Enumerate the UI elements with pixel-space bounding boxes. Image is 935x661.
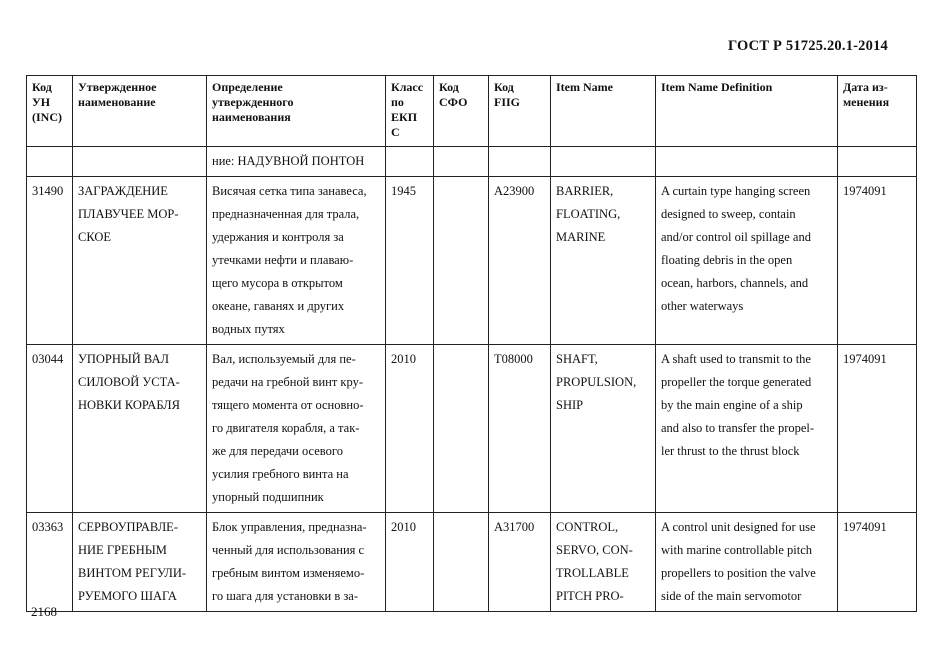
col-header-item-name: Item Name: [551, 76, 656, 147]
catalog-table: [26, 75, 917, 612]
col-header-sfo-code: Код СФО: [434, 76, 489, 147]
table-cell-fiig-code: A31700: [489, 513, 551, 612]
table-cell-item-definition: A curtain type hanging screen designed to sweep, contain and/or control oil spillage and floating debris in the open ocean, harbors, channels, and other waterways: [656, 177, 838, 345]
table-cell-definition: Блок управления, предназна- ченный для использования с гребным винтом изменяемо- го шага для установки в за-: [207, 513, 386, 612]
table-cell: ние: НАДУВНОЙ ПОНТОН: [207, 147, 386, 177]
table-cell-change-date: 1974091: [838, 177, 917, 345]
table-cell-item-definition: A control unit designed for use with marine controllable pitch propellers to position the valve side of the main servomotor: [656, 513, 838, 612]
table-cell: [656, 147, 838, 177]
table-cell: [27, 147, 73, 177]
table-row: [27, 513, 917, 612]
col-header-change-date: Дата из- менения: [838, 76, 917, 147]
table-cell-sfo-code: [434, 345, 489, 513]
table-cell: [489, 147, 551, 177]
table-cell-change-date: 1974091: [838, 513, 917, 612]
table-cell-definition: Висячая сетка типа занавеса, предназначенная для трала, удержания и контроля за утечками нефти и плаваю- щего мусора в открытом океане, гаванях и других водных путях: [207, 177, 386, 345]
table-cell-item-definition: A shaft used to transmit to the propeller the torque generated by the main engine of a ship and also to transfer the propel- ler thrust to the thrust block: [656, 345, 838, 513]
table-cell: [386, 147, 434, 177]
table-cell-approved-name: УПОРНЫЙ ВАЛ СИЛОВОЙ УСТА- НОВКИ КОРАБЛЯ: [73, 345, 207, 513]
col-header-fiig-code: Код FIIG: [489, 76, 551, 147]
table-cell-approved-name: СЕРВОУПРАВЛЕ- НИЕ ГРЕБНЫМ ВИНТОМ РЕГУЛИ- РУЕМОГО ШАГА: [73, 513, 207, 612]
page-number: 2168: [31, 604, 57, 619]
table-header-row: [27, 76, 917, 147]
table-cell-inc: 03363: [27, 513, 73, 612]
table-cell-inc: 03044: [27, 345, 73, 513]
table-cell-item-name: BARRIER, FLOATING, MARINE: [551, 177, 656, 345]
table-cell-class: 2010: [386, 345, 434, 513]
table-cell: [73, 147, 207, 177]
col-header-definition: Определение утвержденного наименования: [207, 76, 386, 147]
col-header-inc: Код УН (INC): [27, 76, 73, 147]
table-cell-fiig-code: T08000: [489, 345, 551, 513]
table-cell-item-name: CONTROL, SERVO, CON- TROLLABLE PITCH PRO-: [551, 513, 656, 612]
table-cell-class: 1945: [386, 177, 434, 345]
col-header-item-definition: Item Name Definition: [656, 76, 838, 147]
table-cell-change-date: 1974091: [838, 345, 917, 513]
col-header-class: Класс по ЕКП С: [386, 76, 434, 147]
table-cell-definition: Вал, используемый для пе- редачи на гребной винт кру- тящего момента от основно- го двигателя корабля, а так- же для передачи осевого усилия гребного винта на упорный подшипник: [207, 345, 386, 513]
table-cell-approved-name: ЗАГРАЖДЕНИЕ ПЛАВУЧЕЕ МОР- СКОЕ: [73, 177, 207, 345]
table-cell-item-name: SHAFT, PROPULSION, SHIP: [551, 345, 656, 513]
table-cell: [838, 147, 917, 177]
table-cell: [434, 147, 489, 177]
table-row: [27, 177, 917, 345]
col-header-approved-name: Утвержденное наименование: [73, 76, 207, 147]
table-cell: [551, 147, 656, 177]
table-cell-inc: 31490: [27, 177, 73, 345]
table-cell-sfo-code: [434, 513, 489, 612]
table-cell-sfo-code: [434, 177, 489, 345]
table-cell-class: 2010: [386, 513, 434, 612]
table-row-continuation: [27, 147, 917, 177]
table-row: [27, 345, 917, 513]
table-cell-fiig-code: A23900: [489, 177, 551, 345]
document-header: ГОСТ Р 51725.20.1-2014: [727, 38, 888, 54]
